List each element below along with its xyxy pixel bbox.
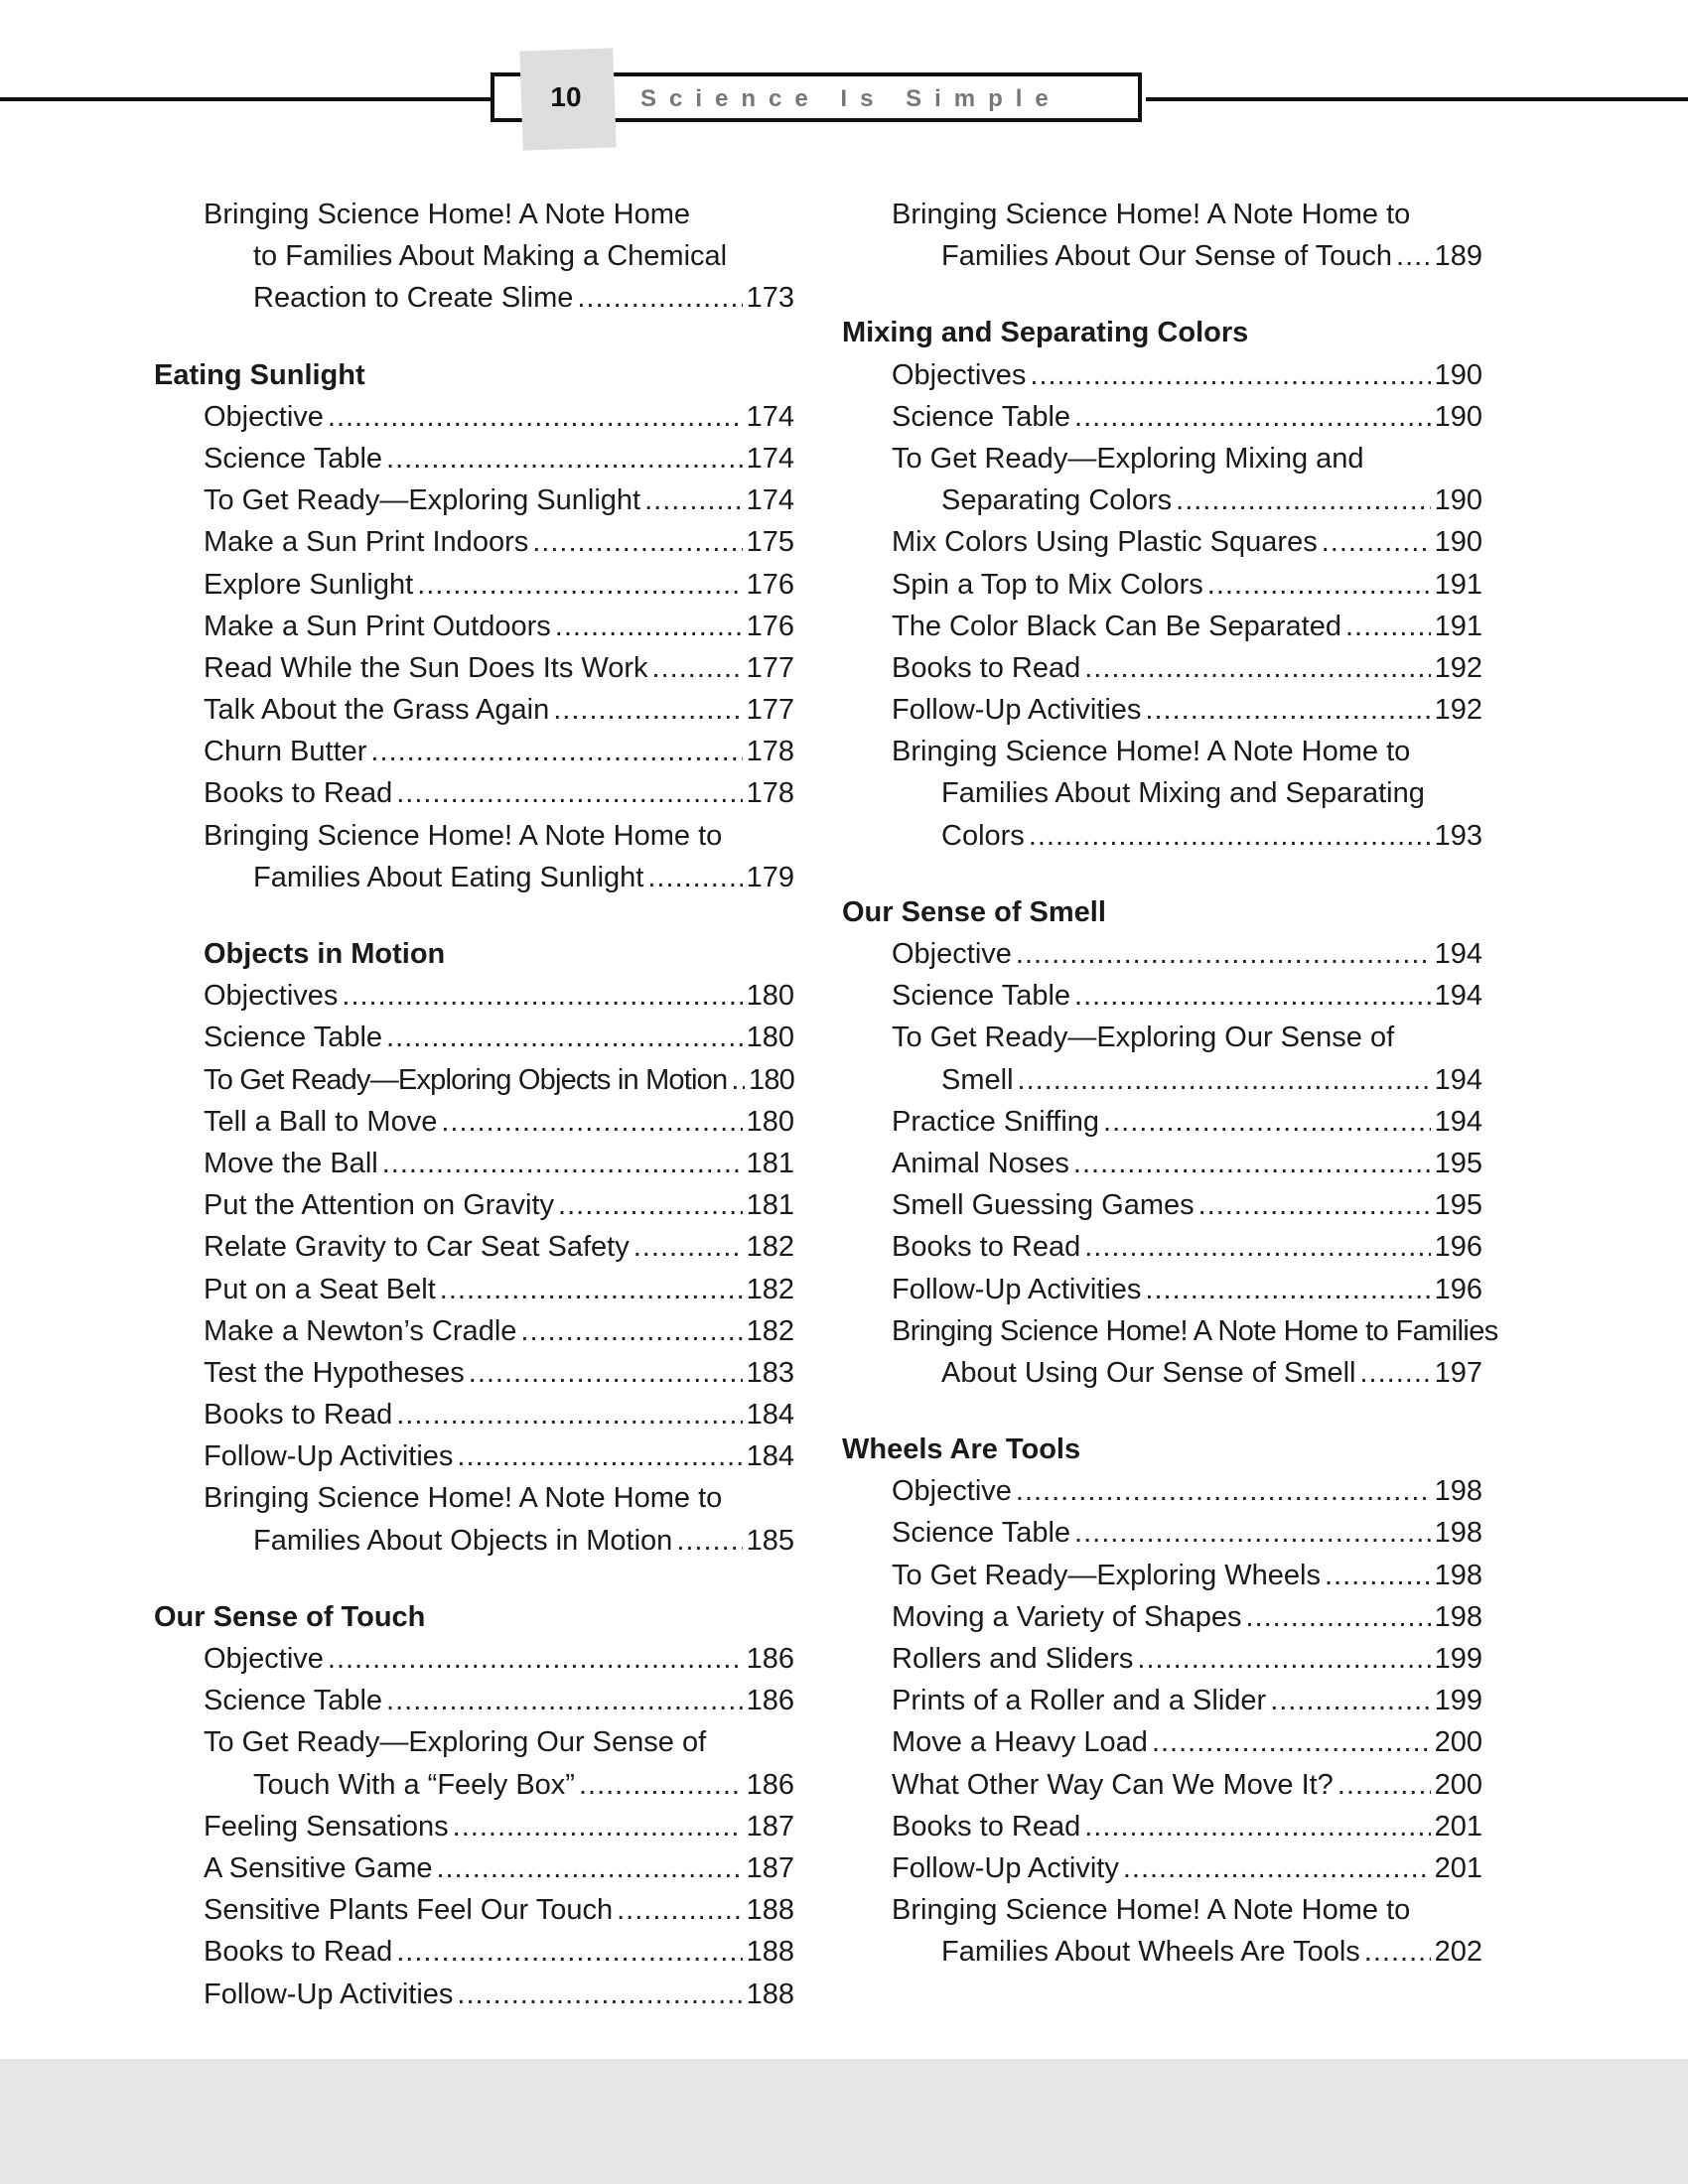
toc-entry[interactable] (842, 354, 1482, 396)
toc-entry-label: Objective (204, 400, 324, 433)
toc-entry-page: 188 (746, 1936, 794, 1969)
toc-entry-page: 182 (746, 1314, 794, 1347)
dot-leader (453, 1806, 743, 1847)
section-heading-sense-of-smell: Our Sense of Smell (842, 895, 1106, 928)
toc-entry-page: 188 (746, 1978, 794, 2010)
toc-entry[interactable] (154, 1889, 794, 1931)
toc-entry[interactable] (842, 1184, 1482, 1226)
toc-entry-label: Spin a Top to Mix Colors (892, 568, 1203, 601)
toc-entry-page: 186 (746, 1643, 794, 1675)
dot-leader (1016, 1470, 1431, 1512)
toc-entry-page: 177 (746, 651, 794, 684)
toc-entry-label: Families About Wheels Are Tools (941, 1936, 1360, 1969)
dot-leader (731, 1059, 745, 1101)
toc-entry-label: Make a Newton’s Cradle (204, 1314, 517, 1347)
toc-entry-page: 184 (746, 1399, 794, 1432)
dot-leader (1074, 396, 1431, 438)
dot-leader (469, 1352, 743, 1394)
toc-entry-label: To Get Ready—Exploring Sunlight (204, 484, 641, 517)
toc-entry-label: Books to Read (204, 1936, 393, 1969)
dot-leader (1207, 564, 1431, 606)
toc-line: Families About Mixing and Separating (941, 777, 1425, 810)
toc-entry[interactable] (842, 235, 1482, 277)
dot-leader (1084, 1226, 1430, 1268)
toc-entry-label: Objective (892, 1475, 1012, 1508)
toc-entry-page: 174 (746, 484, 794, 517)
toc-entry-page: 173 (746, 282, 794, 315)
toc-entry-page: 192 (1434, 694, 1482, 727)
toc-entry-label: A Sensitive Game (204, 1851, 433, 1884)
toc-entry[interactable] (154, 647, 794, 689)
dot-leader (328, 1638, 743, 1680)
toc-entry-page: 191 (1434, 610, 1482, 642)
toc-entry[interactable] (842, 647, 1482, 689)
toc-entry-label: Smell Guessing Games (892, 1189, 1195, 1222)
toc-entry[interactable] (842, 975, 1482, 1017)
toc-entry-label: Make a Sun Print Outdoors (204, 610, 551, 642)
toc-entry[interactable] (154, 975, 794, 1017)
toc-entry-label: Objective (892, 938, 1012, 970)
toc-entry-page: 176 (746, 610, 794, 642)
toc-entry-page: 200 (1434, 1726, 1482, 1759)
toc-entry[interactable] (154, 1269, 794, 1310)
toc-entry-label: Science Table (204, 442, 383, 475)
toc-entry[interactable] (154, 438, 794, 479)
toc-left-column (154, 194, 794, 2015)
toc-right-column (842, 194, 1498, 1974)
toc-entry-page: 197 (1434, 1356, 1482, 1389)
toc-entry[interactable] (842, 1847, 1482, 1889)
section-heading-objects-in-motion: Objects in Motion (204, 938, 446, 970)
toc-entry[interactable] (842, 1059, 1482, 1101)
toc-entry[interactable] (842, 1764, 1482, 1806)
dot-leader (1084, 1806, 1430, 1847)
toc-entry-label: Books to Read (204, 1399, 393, 1432)
toc-entry-page: 186 (746, 1685, 794, 1717)
toc-entry-label: Books to Read (892, 1231, 1081, 1264)
toc-entry-label: Follow-Up Activities (204, 1440, 454, 1473)
dot-leader (457, 1974, 742, 2015)
toc-entry-label: What Other Way Can We Move It? (892, 1768, 1334, 1801)
dot-leader (396, 772, 742, 814)
toc-entry[interactable] (842, 1143, 1482, 1184)
toc-entry[interactable] (842, 1269, 1482, 1310)
toc-entry-label: Put on a Seat Belt (204, 1273, 436, 1305)
toc-line: Bringing Science Home! A Note Home to (892, 736, 1411, 768)
toc-line: To Get Ready—Exploring Our Sense of (204, 1726, 707, 1759)
toc-entry-page: 194 (1434, 938, 1482, 970)
dot-leader (386, 1017, 743, 1058)
dot-leader (417, 564, 742, 606)
dot-leader (1337, 1764, 1431, 1806)
toc-entry-label: About Using Our Sense of Smell (941, 1356, 1356, 1389)
toc-entry-label: Test the Hypotheses (204, 1356, 465, 1389)
toc-entry-label: Follow-Up Activity (892, 1851, 1119, 1884)
toc-entry-label: Relate Gravity to Car Seat Safety (204, 1231, 630, 1264)
toc-entry-page: 181 (746, 1147, 794, 1179)
toc-entry-label: Make a Sun Print Indoors (204, 526, 529, 559)
toc-entry-page: 180 (746, 980, 794, 1013)
dot-leader (386, 438, 743, 479)
toc-entry[interactable] (154, 1638, 794, 1680)
toc-entry-label: Follow-Up Activities (892, 1273, 1142, 1305)
toc-entry-page: 190 (1434, 358, 1482, 391)
toc-entry-label: Science Table (204, 1022, 383, 1054)
toc-entry[interactable] (842, 564, 1482, 606)
toc-entry[interactable] (154, 1310, 794, 1352)
toc-entry-label: Reaction to Create Slime (253, 282, 574, 315)
toc-entry[interactable] (842, 1596, 1482, 1638)
toc-entry[interactable] (154, 396, 794, 438)
toc-entry-page: 195 (1434, 1189, 1482, 1222)
toc-entry[interactable] (154, 1017, 794, 1058)
dot-leader (328, 396, 743, 438)
toc-entry[interactable] (842, 1352, 1482, 1394)
dot-leader (676, 1520, 742, 1562)
toc-line: to Families About Making a Chemical (253, 240, 728, 273)
toc-entry-page: 199 (1434, 1643, 1482, 1675)
toc-entry[interactable] (154, 1435, 794, 1477)
toc-entry-page: 199 (1434, 1685, 1482, 1717)
dot-leader (396, 1394, 742, 1435)
toc-entry[interactable] (154, 1143, 794, 1184)
toc-entry-label: Move the Ball (204, 1147, 378, 1179)
toc-entry-page: 181 (746, 1189, 794, 1222)
toc-entry-page: 176 (746, 568, 794, 601)
toc-entry-page: 180 (746, 1022, 794, 1054)
toc-entry-page: 180 (746, 1105, 794, 1138)
toc-entry-page: 178 (746, 736, 794, 768)
toc-entry[interactable] (154, 857, 794, 898)
toc-entry[interactable] (154, 521, 794, 563)
toc-entry[interactable] (154, 277, 794, 319)
toc-entry[interactable] (842, 1101, 1482, 1143)
dot-leader (555, 606, 743, 647)
toc-entry-page: 201 (1434, 1810, 1482, 1843)
dot-leader (1176, 479, 1430, 521)
toc-entry-page: 178 (746, 777, 794, 810)
toc-entry-page: 189 (1434, 240, 1482, 273)
toc-entry[interactable] (842, 1226, 1482, 1268)
toc-entry-label: Move a Heavy Load (892, 1726, 1148, 1759)
dot-leader (1246, 1596, 1431, 1638)
toc-entry[interactable] (842, 1806, 1482, 1847)
dot-leader (1359, 1352, 1430, 1394)
toc-entry-label: Talk About the Grass Again (204, 694, 550, 727)
toc-entry-label: Science Table (892, 980, 1071, 1013)
section-heading-wheels-are-tools: Wheels Are Tools (842, 1433, 1081, 1466)
toc-entry-page: 196 (1434, 1273, 1482, 1305)
dot-leader (647, 857, 742, 898)
toc-entry-page: 201 (1434, 1851, 1482, 1884)
toc-entry[interactable] (842, 1680, 1482, 1721)
toc-entry-label: Science Table (204, 1685, 383, 1717)
toc-entry-page: 190 (1434, 400, 1482, 433)
dot-leader (1103, 1101, 1431, 1143)
toc-entry-page: 187 (746, 1851, 794, 1884)
toc-entry-page: 175 (746, 526, 794, 559)
toc-entry[interactable] (154, 1764, 794, 1806)
toc-entry[interactable] (154, 1059, 794, 1101)
toc-entry-label: Mix Colors Using Plastic Squares (892, 526, 1318, 559)
dot-leader (1074, 1512, 1431, 1554)
toc-line: Bringing Science Home! A Note Home to (892, 1894, 1411, 1927)
dot-leader (1152, 1721, 1431, 1763)
toc-entry-page: 198 (1434, 1517, 1482, 1550)
dot-leader (532, 521, 742, 563)
toc-entry-page: 177 (746, 694, 794, 727)
dot-leader (633, 1226, 743, 1268)
toc-entry-label: Books to Read (204, 777, 393, 810)
toc-line: To Get Ready—Exploring Mixing and (892, 442, 1364, 475)
toc-entry-label: Practice Sniffing (892, 1105, 1100, 1138)
dot-leader (1030, 354, 1430, 396)
toc-entry[interactable] (842, 1512, 1482, 1554)
dot-leader (370, 731, 742, 772)
toc-entry-label: Objective (204, 1643, 324, 1675)
dot-leader (617, 1889, 742, 1931)
section-heading-mixing-colors: Mixing and Separating Colors (842, 317, 1249, 349)
dot-leader (386, 1680, 743, 1721)
dot-leader (558, 1184, 743, 1226)
dot-leader (1345, 606, 1431, 647)
footer-band (0, 2059, 1688, 2184)
toc-entry[interactable] (842, 521, 1482, 563)
dot-leader (396, 1931, 742, 1973)
toc-entry-page: 188 (746, 1894, 794, 1927)
toc-entry-page: 185 (746, 1524, 794, 1557)
toc-entry-label: Rollers and Sliders (892, 1643, 1134, 1675)
dot-leader (1396, 235, 1431, 277)
toc-entry-label: Follow-Up Activities (204, 1978, 454, 2010)
toc-entry-page: 194 (1434, 980, 1482, 1013)
toc-entry-label: Books to Read (892, 1810, 1081, 1843)
toc-entry-page: 183 (746, 1356, 794, 1389)
toc-entry-label: Prints of a Roller and a Slider (892, 1685, 1267, 1717)
toc-entry-label: Read While the Sun Does Its Work (204, 651, 648, 684)
toc-entry-page: 190 (1434, 484, 1482, 517)
toc-entry[interactable] (154, 1101, 794, 1143)
section-heading-eating-sunlight: Eating Sunlight (154, 358, 365, 391)
header-rule-right (1146, 97, 1688, 101)
toc-entry[interactable] (842, 1931, 1482, 1973)
toc-entry[interactable] (842, 815, 1482, 857)
toc-entry-page: 186 (746, 1768, 794, 1801)
dot-leader (1029, 815, 1431, 857)
toc-entry-page: 196 (1434, 1231, 1482, 1264)
toc-line: Bringing Science Home! A Note Home to (204, 1482, 723, 1515)
toc-entry[interactable] (154, 1680, 794, 1721)
toc-entry-page: 187 (746, 1810, 794, 1843)
toc-entry-page: 179 (746, 861, 794, 893)
dot-leader (440, 1269, 743, 1310)
toc-entry[interactable] (154, 1974, 794, 2015)
dot-leader (553, 689, 742, 731)
toc-entry[interactable] (842, 1555, 1482, 1596)
toc-entry[interactable] (154, 689, 794, 731)
toc-entry[interactable] (842, 396, 1482, 438)
toc-line: Bringing Science Home! A Note Home to Families (892, 1314, 1498, 1347)
dot-leader (1018, 1059, 1431, 1101)
toc-entry[interactable] (842, 1470, 1482, 1512)
toc-entry[interactable] (842, 933, 1482, 975)
toc-entry[interactable] (154, 1394, 794, 1435)
dot-leader (1145, 689, 1430, 731)
dot-leader (1322, 521, 1431, 563)
toc-line: To Get Ready—Exploring Our Sense of (892, 1022, 1395, 1054)
toc-entry[interactable] (154, 1184, 794, 1226)
toc-entry-page: 198 (1434, 1475, 1482, 1508)
toc-entry-label: Smell (941, 1063, 1014, 1096)
dot-leader (1073, 1143, 1431, 1184)
header-rule-left (0, 97, 491, 101)
toc-entry-page: 174 (746, 442, 794, 475)
toc-entry-page: 198 (1434, 1600, 1482, 1633)
toc-entry-page: 194 (1434, 1063, 1482, 1096)
toc-entry[interactable] (154, 1352, 794, 1394)
toc-entry-page: 182 (746, 1273, 794, 1305)
toc-entry-label: Books to Read (892, 651, 1081, 684)
toc-entry[interactable] (154, 1806, 794, 1847)
toc-entry-label: Science Table (892, 1517, 1071, 1550)
toc-entry-label: Explore Sunlight (204, 568, 414, 601)
toc-entry[interactable] (154, 479, 794, 521)
dot-leader (1325, 1555, 1431, 1596)
toc-entry[interactable] (154, 564, 794, 606)
toc-entry-label: Touch With a “Feely Box” (253, 1768, 575, 1801)
dot-leader (1270, 1680, 1430, 1721)
toc-line: Bringing Science Home! A Note Home to (204, 819, 723, 852)
toc-entry[interactable] (842, 689, 1482, 731)
dot-leader (644, 479, 743, 521)
toc-entry-label: Sensitive Plants Feel Our Touch (204, 1894, 614, 1927)
dot-leader (652, 647, 743, 689)
dot-leader (1145, 1269, 1430, 1310)
toc-entry[interactable] (154, 1847, 794, 1889)
toc-entry-label: Families About Objects in Motion (253, 1524, 673, 1557)
toc-entry[interactable] (154, 731, 794, 772)
toc-entry-label: Follow-Up Activities (892, 694, 1142, 727)
dot-leader (579, 1764, 743, 1806)
toc-entry-label: Objectives (204, 980, 339, 1013)
toc-entry[interactable] (154, 606, 794, 647)
toc-entry-page: 184 (746, 1440, 794, 1473)
toc-entry-label: Separating Colors (941, 484, 1173, 517)
toc-entry-page: 192 (1434, 651, 1482, 684)
toc-entry-page: 190 (1434, 526, 1482, 559)
toc-entry-page: 180 (749, 1063, 794, 1096)
toc-entry-label: Moving a Variety of Shapes (892, 1600, 1242, 1633)
toc-entry-page: 174 (746, 400, 794, 433)
dot-leader (382, 1143, 743, 1184)
toc-entry-page: 193 (1434, 819, 1482, 852)
toc-entry-label: Churn Butter (204, 736, 367, 768)
toc-entry[interactable] (154, 1226, 794, 1268)
toc-entry[interactable] (842, 606, 1482, 647)
toc-line: Bringing Science Home! A Note Home to (892, 199, 1411, 230)
toc-entry-label: Feeling Sensations (204, 1810, 449, 1843)
toc-entry-label: Objectives (892, 358, 1027, 391)
dot-leader (1137, 1638, 1430, 1680)
toc-entry-label: Animal Noses (892, 1147, 1069, 1179)
dot-leader (1084, 647, 1430, 689)
toc-entry-label: Tell a Ball to Move (204, 1105, 438, 1138)
toc-entry[interactable] (842, 1638, 1482, 1680)
toc-entry[interactable] (154, 772, 794, 814)
page-number: 10 (550, 81, 582, 112)
running-title: Science Is Simple (640, 85, 1061, 112)
toc-entry-label: Colors (941, 819, 1025, 852)
toc-entry-label: To Get Ready—Exploring Wheels (892, 1559, 1321, 1591)
toc-entry[interactable] (842, 479, 1482, 521)
dot-leader (577, 277, 742, 319)
dot-leader (342, 975, 742, 1017)
dot-leader (1364, 1931, 1431, 1973)
toc-entry-label: Families About Our Sense of Touch (941, 240, 1393, 273)
section-heading-sense-of-touch: Our Sense of Touch (154, 1600, 426, 1633)
toc-entry-label: Families About Eating Sunlight (253, 861, 644, 893)
dot-leader (1198, 1184, 1431, 1226)
toc-entry-page: 202 (1434, 1936, 1482, 1969)
toc-entry-page: 194 (1434, 1105, 1482, 1138)
toc-line: Bringing Science Home! A Note Home (204, 199, 691, 230)
toc-entry-label: Put the Attention on Gravity (204, 1189, 555, 1222)
toc-entry-label: Science Table (892, 400, 1071, 433)
toc-entry-page: 198 (1434, 1559, 1482, 1591)
dot-leader (437, 1847, 743, 1889)
toc-entry-page: 200 (1434, 1768, 1482, 1801)
toc-entry-page: 195 (1434, 1147, 1482, 1179)
dot-leader (520, 1310, 742, 1352)
dot-leader (457, 1435, 742, 1477)
dot-leader (1016, 933, 1431, 975)
dot-leader (1123, 1847, 1431, 1889)
toc-entry-page: 191 (1434, 568, 1482, 601)
toc-entry-label: To Get Ready—Exploring Objects in Motion (204, 1063, 728, 1096)
dot-leader (441, 1101, 742, 1143)
toc-entry[interactable] (154, 1520, 794, 1562)
dot-leader (1074, 975, 1431, 1017)
toc-entry-page: 182 (746, 1231, 794, 1264)
toc-entry[interactable] (842, 1721, 1482, 1763)
toc-entry-label: The Color Black Can Be Separated (892, 610, 1341, 642)
toc-entry[interactable] (154, 1931, 794, 1973)
